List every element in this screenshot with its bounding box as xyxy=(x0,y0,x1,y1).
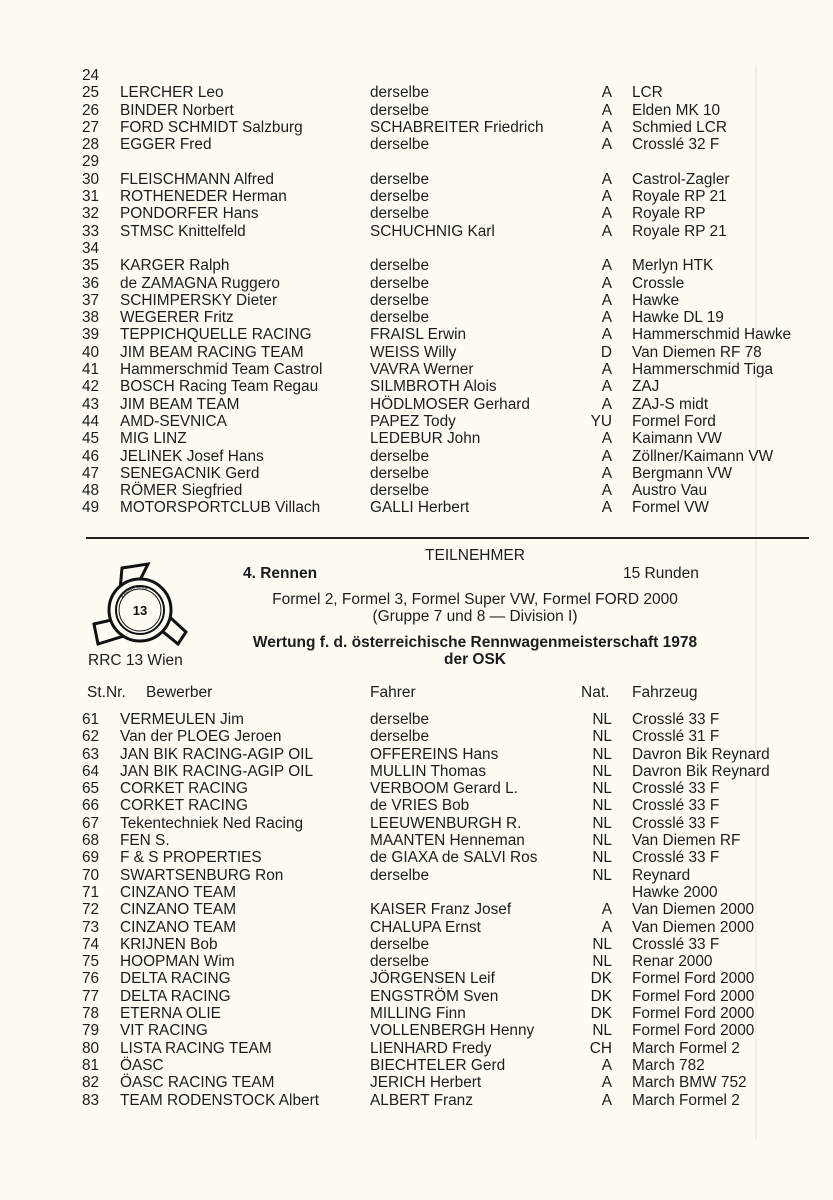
entry-nationality: A xyxy=(601,257,612,275)
entry-number: 38 xyxy=(82,309,100,327)
entry-row xyxy=(82,292,802,309)
entry-driver: GALLI Herbert xyxy=(370,499,470,517)
entry-row xyxy=(82,448,802,465)
entry-nationality: A xyxy=(601,136,612,154)
entry-entrant: MOTORSPORTCLUB Villach xyxy=(120,499,321,517)
entry-car: March Formel 2 xyxy=(632,1039,740,1057)
entry-car: Crosslé 33 F xyxy=(632,797,720,815)
entry-driver: derselbe xyxy=(370,728,430,746)
entry-row xyxy=(82,67,802,84)
entry-driver: FRAISL Erwin xyxy=(370,326,467,344)
entry-driver: LEDEBUR John xyxy=(370,430,481,448)
entry-nationality: NL xyxy=(592,832,612,850)
entry-entrant: FLEISCHMANN Alfred xyxy=(120,170,274,188)
entry-car: ZAJ xyxy=(632,378,660,396)
entry-car: Royale RP 21 xyxy=(632,188,727,206)
entry-number: 35 xyxy=(82,257,100,275)
entry-car: Davron Bik Reynard xyxy=(632,762,770,780)
entry-car: Renar 2000 xyxy=(632,953,713,971)
entry-row xyxy=(82,499,802,516)
entry-number: 75 xyxy=(82,953,100,971)
entry-number: 26 xyxy=(82,101,100,119)
entry-entrant: FORD SCHMIDT Salzburg xyxy=(120,118,303,136)
entry-number: 46 xyxy=(82,447,100,465)
entry-car: Van Diemen RF 78 xyxy=(632,343,762,361)
entry-entrant: CORKET RACING xyxy=(120,797,248,815)
entry-entrant: ÖASC RACING TEAM xyxy=(120,1074,275,1092)
entry-number: 31 xyxy=(82,188,100,206)
entry-car: Formel Ford 2000 xyxy=(632,970,755,988)
entry-row xyxy=(82,780,802,797)
section-divider xyxy=(86,537,809,539)
entry-driver: BIECHTELER Gerd xyxy=(370,1056,506,1074)
entry-entrant: Van der PLOEG Jeroen xyxy=(120,728,282,746)
entry-car: March Formel 2 xyxy=(632,1091,740,1109)
entry-nationality: YU xyxy=(590,412,612,430)
entry-driver: de GIAXA de SALVI Ros xyxy=(370,849,538,867)
entry-driver: derselbe xyxy=(370,274,430,292)
entry-driver: derselbe xyxy=(370,935,430,953)
entry-number: 27 xyxy=(82,118,100,136)
entry-car: Hawke 2000 xyxy=(632,883,718,901)
entry-number: 66 xyxy=(82,797,100,815)
entry-driver: LIENHARD Fredy xyxy=(370,1039,492,1057)
entry-driver: JERICH Herbert xyxy=(370,1074,482,1092)
entry-row xyxy=(82,309,802,326)
entry-entrant: CORKET RACING xyxy=(120,780,248,798)
entry-nationality: NL xyxy=(592,866,612,884)
entry-car: Merlyn HTK xyxy=(632,257,714,275)
entry-driver: derselbe xyxy=(370,866,430,884)
entry-entrant: BOSCH Racing Team Regau xyxy=(120,378,319,396)
logo-ring-text: RACING CLUB xyxy=(119,583,149,599)
entry-row xyxy=(82,1022,802,1039)
entry-row xyxy=(82,378,802,395)
entry-entrant: LERCHER Leo xyxy=(120,84,224,102)
entry-row xyxy=(82,901,802,918)
entry-entrant: BINDER Norbert xyxy=(120,101,234,119)
entry-car: Royale RP 21 xyxy=(632,222,727,240)
entry-driver: VOLLENBERGH Henny xyxy=(370,1022,535,1040)
entry-driver: derselbe xyxy=(370,136,430,154)
entry-list-section-2 xyxy=(82,711,802,1109)
entry-number: 42 xyxy=(82,378,100,396)
entry-nationality: A xyxy=(601,482,612,500)
entry-row xyxy=(82,413,802,430)
entry-row xyxy=(82,361,802,378)
entry-nationality: A xyxy=(601,1056,612,1074)
entry-nationality: A xyxy=(601,118,612,136)
entry-nationality: A xyxy=(601,395,612,413)
entry-nationality: NL xyxy=(592,728,612,746)
entry-number: 71 xyxy=(82,883,100,901)
entry-car: Crossle xyxy=(632,274,685,292)
logo-caption: RRC 13 Wien xyxy=(88,652,183,669)
entry-number: 32 xyxy=(82,205,100,223)
entry-car: Austro Vau xyxy=(632,482,707,500)
entry-driver: KAISER Franz Josef xyxy=(370,901,512,919)
entry-row xyxy=(82,396,802,413)
entry-nationality: NL xyxy=(592,745,612,763)
race-groups: (Gruppe 7 und 8 — Division I) xyxy=(372,608,578,625)
entry-car: Crosslé 33 F xyxy=(632,935,720,953)
entry-entrant: MIG LINZ xyxy=(120,430,187,448)
entry-number: 29 xyxy=(82,153,100,171)
entry-nationality: A xyxy=(601,499,612,517)
entry-entrant: STMSC Knittelfeld xyxy=(120,222,246,240)
entry-number: 63 xyxy=(82,745,100,763)
entry-car: Crosslé 32 F xyxy=(632,136,720,154)
entry-row xyxy=(82,728,802,745)
entry-car: Bergmann VW xyxy=(632,464,733,482)
entry-entrant: JIM BEAM TEAM xyxy=(120,395,240,413)
entry-row xyxy=(82,884,802,901)
entry-row xyxy=(82,482,802,499)
entry-car: Schmied LCR xyxy=(632,118,727,136)
entry-driver: derselbe xyxy=(370,291,430,309)
entry-nationality: NL xyxy=(592,780,612,798)
entry-row xyxy=(82,988,802,1005)
entry-number: 76 xyxy=(82,970,100,988)
entry-number: 49 xyxy=(82,499,100,517)
entry-list-section-1 xyxy=(82,67,802,517)
entry-driver: derselbe xyxy=(370,447,430,465)
entry-row xyxy=(82,188,802,205)
entry-row xyxy=(82,919,802,936)
entry-number: 30 xyxy=(82,170,100,188)
entry-nationality: D xyxy=(600,343,612,361)
entry-car: Crosslé 33 F xyxy=(632,780,720,798)
entry-nationality: A xyxy=(601,205,612,223)
entry-driver: ENGSTRÖM Sven xyxy=(370,987,499,1005)
entry-car: March BMW 752 xyxy=(632,1074,747,1092)
entry-driver: HÖDLMOSER Gerhard xyxy=(370,395,530,413)
entry-nationality: A xyxy=(601,430,612,448)
entry-car: Reynard xyxy=(632,866,691,884)
entry-car: Hammerschmid Tiga xyxy=(632,361,774,379)
entry-number: 69 xyxy=(82,849,100,867)
entry-driver: WEISS Willy xyxy=(370,343,457,361)
entry-row xyxy=(82,223,802,240)
entry-row xyxy=(82,326,802,343)
entry-row xyxy=(82,797,802,814)
entry-number: 37 xyxy=(82,291,100,309)
entry-entrant: AMD-SEVNICA xyxy=(120,412,227,430)
entry-car: Hawke xyxy=(632,291,680,309)
entry-number: 77 xyxy=(82,987,100,1005)
entry-entrant: RÖMER Siegfried xyxy=(120,482,243,500)
entry-driver: derselbe xyxy=(370,711,430,728)
entry-driver: PAPEZ Tody xyxy=(370,412,456,430)
entry-driver: derselbe xyxy=(370,205,430,223)
entry-number: 73 xyxy=(82,918,100,936)
entry-nationality: DK xyxy=(590,1005,612,1023)
entry-row xyxy=(82,970,802,987)
entry-nationality: A xyxy=(601,901,612,919)
entry-nationality: A xyxy=(601,1091,612,1109)
entry-entrant: SENEGACNIK Gerd xyxy=(120,464,260,482)
entry-number: 47 xyxy=(82,464,100,482)
entry-nationality: NL xyxy=(592,711,612,728)
entry-nationality: A xyxy=(601,1074,612,1092)
entry-row xyxy=(82,815,802,832)
entry-number: 82 xyxy=(82,1074,100,1092)
entry-car: Crosslé 33 F xyxy=(632,711,720,728)
entry-driver: VAVRA Werner xyxy=(370,361,474,379)
entry-entrant: Tekentechniek Ned Racing xyxy=(120,814,304,832)
race-classes: Formel 2, Formel 3, Formel Super VW, Formel FORD 2000 xyxy=(272,591,678,608)
entry-entrant: JAN BIK RACING-AGIP OIL xyxy=(120,745,313,763)
entry-nationality: A xyxy=(601,291,612,309)
race-number: 4. Rennen xyxy=(243,565,318,582)
entry-row xyxy=(82,936,802,953)
entry-number: 62 xyxy=(82,728,100,746)
entry-car: Van Diemen 2000 xyxy=(632,901,755,919)
entry-nationality: NL xyxy=(592,1022,612,1040)
entry-entrant: F & S PROPERTIES xyxy=(120,849,262,867)
entry-nationality: A xyxy=(601,222,612,240)
entry-number: 65 xyxy=(82,780,100,798)
entry-driver: derselbe xyxy=(370,188,430,206)
entry-entrant: ÖASC xyxy=(120,1056,164,1074)
entry-row xyxy=(82,430,802,447)
entry-number: 79 xyxy=(82,1022,100,1040)
entry-entrant: ETERNA OLIE xyxy=(120,1005,221,1023)
entry-row xyxy=(82,119,802,136)
entry-number: 83 xyxy=(82,1091,100,1109)
entry-nationality: NL xyxy=(592,797,612,815)
entry-car: Formel Ford 2000 xyxy=(632,987,755,1005)
entry-nationality: A xyxy=(601,274,612,292)
entry-car: Formel Ford 2000 xyxy=(632,1022,755,1040)
entry-row xyxy=(82,953,802,970)
entry-row xyxy=(82,849,802,866)
entry-car: Formel Ford xyxy=(632,412,716,430)
entry-entrant: HOOPMAN Wim xyxy=(120,953,235,971)
entry-row xyxy=(82,257,802,274)
entry-number: 74 xyxy=(82,935,100,953)
entry-driver: OFFEREINS Hans xyxy=(370,745,499,763)
column-header-nr: St.Nr. xyxy=(87,684,126,701)
entry-row xyxy=(82,205,802,222)
entry-entrant: VERMEULEN Jim xyxy=(120,711,244,728)
entry-car: Crosslé 33 F xyxy=(632,814,720,832)
entry-nationality: NL xyxy=(592,953,612,971)
entry-car: LCR xyxy=(632,84,663,102)
entry-row xyxy=(82,746,802,763)
entry-row xyxy=(82,171,802,188)
rrc13-club-logo xyxy=(90,560,200,650)
entry-driver: VERBOOM Gerard L. xyxy=(370,780,518,798)
entry-nationality: CH xyxy=(589,1039,612,1057)
entry-entrant: JIM BEAM RACING TEAM xyxy=(120,343,304,361)
entry-car: Formel VW xyxy=(632,499,709,517)
entry-entrant: JELINEK Josef Hans xyxy=(120,447,264,465)
column-header-fahrzeug: Fahrzeug xyxy=(632,684,698,701)
entry-driver: LEEUWENBURGH R. xyxy=(370,814,522,832)
entry-number: 67 xyxy=(82,814,100,832)
entry-car: Van Diemen 2000 xyxy=(632,918,755,936)
entry-entrant: KARGER Ralph xyxy=(120,257,230,275)
entry-car: Kaimann VW xyxy=(632,430,722,448)
entry-nationality: A xyxy=(601,378,612,396)
entry-entrant: JAN BIK RACING-AGIP OIL xyxy=(120,762,313,780)
column-header-bewerber: Bewerber xyxy=(146,684,213,701)
entry-number: 44 xyxy=(82,412,100,430)
column-header-nat: Nat. xyxy=(581,684,610,701)
entry-number: 41 xyxy=(82,361,100,379)
entry-car: Van Diemen RF xyxy=(632,832,741,850)
entry-entrant: ROTHENEDER Herman xyxy=(120,188,287,206)
entry-row xyxy=(82,240,802,257)
entry-number: 61 xyxy=(82,711,100,728)
entry-car: Castrol-Zagler xyxy=(632,170,730,188)
entry-entrant: TEAM RODENSTOCK Albert xyxy=(120,1091,319,1109)
entry-driver: MAANTEN Henneman xyxy=(370,832,525,850)
entry-row xyxy=(82,84,802,101)
entry-driver: JÖRGENSEN Leif xyxy=(370,970,495,988)
entry-nationality: A xyxy=(601,170,612,188)
entry-number: 70 xyxy=(82,866,100,884)
entry-car: March 782 xyxy=(632,1056,705,1074)
entry-entrant: de ZAMAGNA Ruggero xyxy=(120,274,280,292)
entry-driver: derselbe xyxy=(370,170,430,188)
entry-row xyxy=(82,832,802,849)
entry-nationality: A xyxy=(601,464,612,482)
entry-driver: CHALUPA Ernst xyxy=(370,918,481,936)
championship-organizer: der OSK xyxy=(443,651,506,668)
entry-number: 36 xyxy=(82,274,100,292)
entry-entrant: TEPPICHQUELLE RACING xyxy=(120,326,312,344)
entry-nationality: DK xyxy=(590,987,612,1005)
entry-number: 40 xyxy=(82,343,100,361)
entry-row xyxy=(82,1074,802,1091)
entry-car: Royale RP xyxy=(632,205,706,223)
entry-entrant: WEGERER Fritz xyxy=(120,309,234,327)
entry-driver: derselbe xyxy=(370,482,430,500)
entry-car: Davron Bik Reynard xyxy=(632,745,770,763)
entry-number: 81 xyxy=(82,1056,100,1074)
entry-driver: derselbe xyxy=(370,101,430,119)
entry-entrant: FEN S. xyxy=(120,832,170,850)
entry-entrant: DELTA RACING xyxy=(120,987,231,1005)
entry-row xyxy=(82,867,802,884)
entry-row xyxy=(82,136,802,153)
entry-entrant: PONDORFER Hans xyxy=(120,205,259,223)
entry-driver: SCHUCHNIG Karl xyxy=(370,222,495,240)
entry-nationality: NL xyxy=(592,935,612,953)
entry-number: 39 xyxy=(82,326,100,344)
entry-number: 72 xyxy=(82,901,100,919)
entry-row xyxy=(82,1092,802,1109)
entry-nationality: NL xyxy=(592,762,612,780)
entry-nationality: NL xyxy=(592,814,612,832)
entry-entrant: SWARTSENBURG Ron xyxy=(120,866,284,884)
entry-nationality: A xyxy=(601,101,612,119)
entry-car: Formel Ford 2000 xyxy=(632,1005,755,1023)
entry-nationality: A xyxy=(601,447,612,465)
entry-row xyxy=(82,275,802,292)
entry-row xyxy=(82,1040,802,1057)
entry-entrant: CINZANO TEAM xyxy=(120,901,237,919)
entry-number: 34 xyxy=(82,239,100,257)
entry-nationality: DK xyxy=(590,970,612,988)
race-laps: 15 Runden xyxy=(623,565,699,582)
entry-number: 78 xyxy=(82,1005,100,1023)
entry-row xyxy=(82,1005,802,1022)
entry-nationality: A xyxy=(601,188,612,206)
entry-number: 43 xyxy=(82,395,100,413)
entry-driver: de VRIES Bob xyxy=(370,797,470,815)
entry-driver: SILMBROTH Alois xyxy=(370,378,497,396)
entry-number: 48 xyxy=(82,482,100,500)
entry-car: Hawke DL 19 xyxy=(632,309,724,327)
entry-number: 24 xyxy=(82,67,100,84)
entry-row xyxy=(82,711,802,728)
entry-car: Hammerschmid Hawke xyxy=(632,326,792,344)
entry-driver: MULLIN Thomas xyxy=(370,762,487,780)
entry-entrant: CINZANO TEAM xyxy=(120,883,237,901)
entry-row xyxy=(82,102,802,119)
entry-entrant: EGGER Fred xyxy=(120,136,212,154)
entry-number: 28 xyxy=(82,136,100,154)
entry-nationality: A xyxy=(601,84,612,102)
entry-nationality: NL xyxy=(592,849,612,867)
entry-driver: MILLING Finn xyxy=(370,1005,466,1023)
entry-row xyxy=(82,1057,802,1074)
entry-entrant: LISTA RACING TEAM xyxy=(120,1039,272,1057)
entry-number: 80 xyxy=(82,1039,100,1057)
entry-driver: SCHABREITER Friedrich xyxy=(370,118,544,136)
entry-row xyxy=(82,465,802,482)
entry-number: 45 xyxy=(82,430,100,448)
entry-number: 68 xyxy=(82,832,100,850)
entry-driver: derselbe xyxy=(370,953,430,971)
entry-entrant: CINZANO TEAM xyxy=(120,918,237,936)
entry-car: Crosslé 31 F xyxy=(632,728,720,746)
entry-driver: derselbe xyxy=(370,309,430,327)
entry-entrant: Hammerschmid Team Castrol xyxy=(120,361,323,379)
entry-driver: ALBERT Franz xyxy=(370,1091,473,1109)
entry-entrant: KRIJNEN Bob xyxy=(120,935,218,953)
entry-entrant: SCHIMPERSKY Dieter xyxy=(120,291,278,309)
entry-entrant: DELTA RACING xyxy=(120,970,231,988)
entry-driver: derselbe xyxy=(370,257,430,275)
entry-number: 25 xyxy=(82,84,100,102)
entry-nationality: A xyxy=(601,361,612,379)
entry-driver: derselbe xyxy=(370,84,430,102)
column-header-fahrer: Fahrer xyxy=(370,684,416,701)
section-title: TEILNEHMER xyxy=(425,547,525,564)
entry-car: Zöllner/Kaimann VW xyxy=(632,447,774,465)
entry-driver: derselbe xyxy=(370,464,430,482)
entry-nationality: A xyxy=(601,326,612,344)
entry-nationality: A xyxy=(601,309,612,327)
entry-number: 64 xyxy=(82,762,100,780)
entry-car: ZAJ-S midt xyxy=(632,395,709,413)
entry-number: 33 xyxy=(82,222,100,240)
entry-entrant: VIT RACING xyxy=(120,1022,208,1040)
entry-row xyxy=(82,763,802,780)
entry-row xyxy=(82,344,802,361)
entry-nationality: A xyxy=(601,918,612,936)
entry-car: Elden MK 10 xyxy=(632,101,721,119)
logo-number: 13 xyxy=(132,603,148,618)
championship-title: Wertung f. d. österreichische Rennwagenmeisterschaft 1978 xyxy=(252,634,698,651)
entry-car: Crosslé 33 F xyxy=(632,849,720,867)
entry-row xyxy=(82,153,802,170)
